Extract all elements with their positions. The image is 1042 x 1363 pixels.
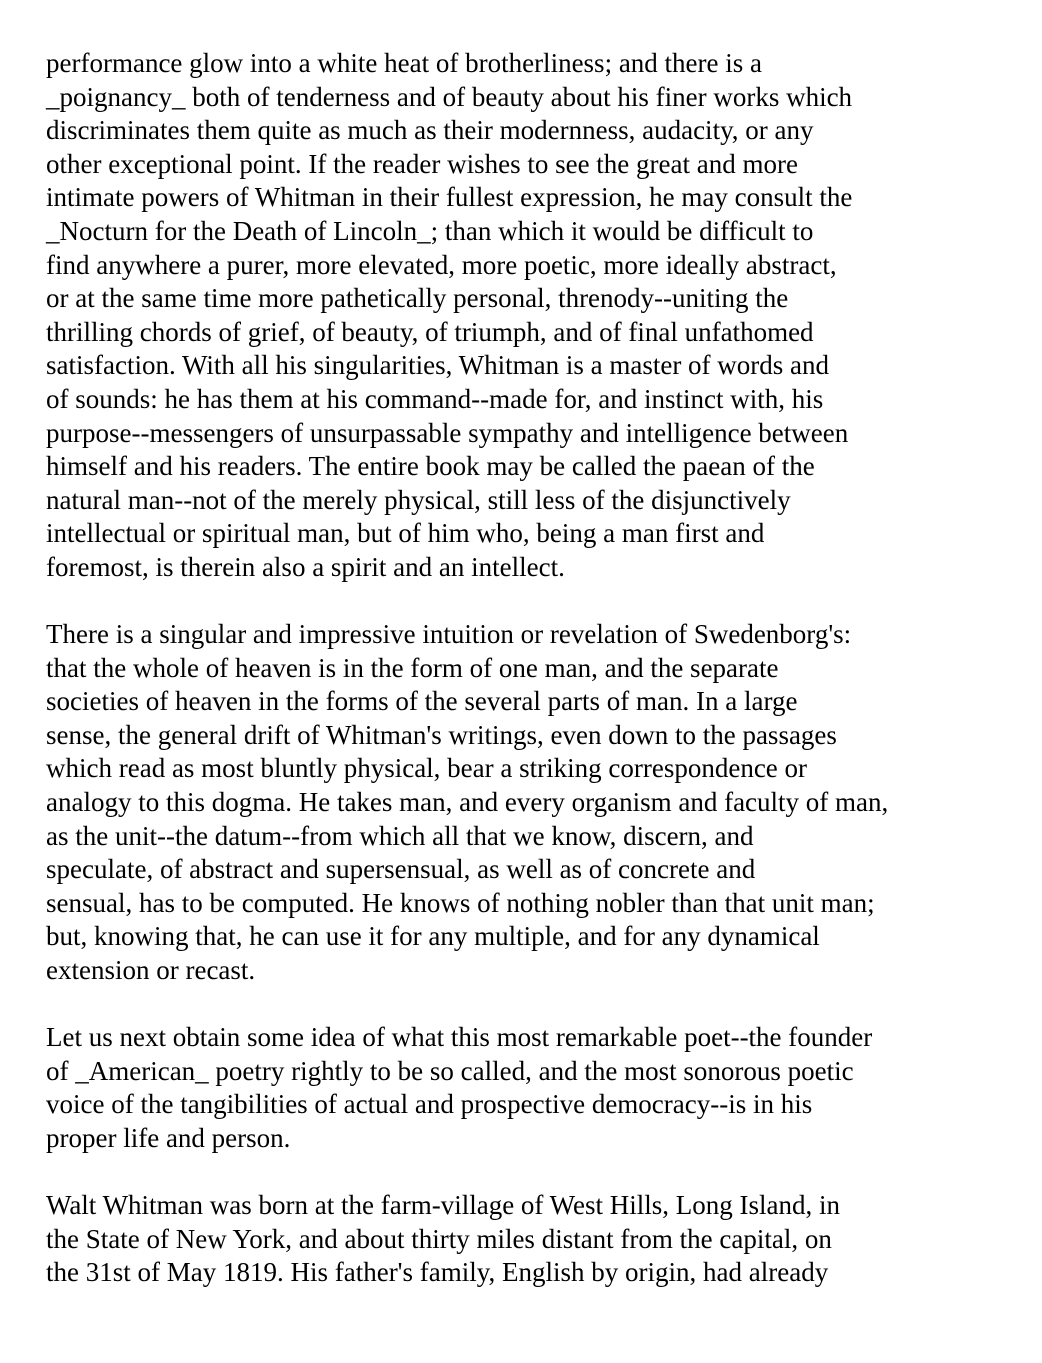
text-line: _Nocturn for the Death of Lincoln_; than which it would be difficult to — [46, 215, 814, 246]
text-line: or at the same time more pathetically personal, threnody--uniting the — [46, 283, 789, 314]
text-line: purpose--messengers of unsurpassable sympathy and intelligence between — [46, 417, 849, 448]
paragraph-1 — [46, 47, 1026, 585]
text-line: intellectual or spiritual man, but of him who, being a man first and — [46, 518, 765, 549]
text-line: natural man--not of the merely physical, still less of the disjunctively — [46, 484, 791, 515]
paragraph-2 — [46, 618, 1026, 988]
text-line: proper life and person. — [46, 1123, 291, 1153]
text-line: which read as most bluntly physical, bear a striking correspondence or — [46, 753, 808, 784]
text-line: foremost, is therein also a spirit and an intellect. — [46, 551, 565, 582]
text-line: sense, the general drift of Whitman's writings, even down to the passages — [46, 719, 837, 750]
text-line: voice of the tangibilities of actual and prospective democracy--is in his — [46, 1089, 813, 1120]
text-line: analogy to this dogma. He takes man, and every organism and faculty of man, — [46, 787, 889, 818]
text-line: Walt Whitman was born at the farm-village of West Hills, Long Island, in — [46, 1190, 840, 1221]
text-line: intimate powers of Whitman in their fullest expression, he may consult the — [46, 182, 853, 213]
text-line: performance glow into a white heat of brotherliness; and there is a — [46, 48, 763, 78]
text-line: extension or recast. — [46, 955, 256, 986]
document-body — [46, 47, 1026, 1324]
text-line: of sounds: he has them at his command--made for, and instinct with, his — [46, 383, 824, 414]
text-line: _poignancy_ both of tenderness and of beauty about his finer works which — [46, 81, 853, 112]
text-line: other exceptional point. If the reader wishes to see the great and more — [46, 148, 798, 179]
text-line: the 31st of May 1819. His father's family, English by origin, had already — [46, 1257, 829, 1288]
text-line: societies of heaven in the forms of the several parts of man. In a large — [46, 686, 798, 717]
text-line: There is a singular and impressive intuition or revelation of Swedenborg's: — [46, 619, 852, 650]
text-line: satisfaction. With all his singularities, Whitman is a master of words and — [46, 350, 830, 381]
text-line: thrilling chords of grief, of beauty, of triumph, and of final unfathomed — [46, 316, 814, 347]
text-line: find anywhere a purer, more elevated, more poetic, more ideally abstract, — [46, 249, 837, 280]
text-line: discriminates them quite as much as their modernness, audacity, or any — [46, 115, 814, 146]
paragraph-4 — [46, 1189, 1026, 1290]
text-line: speculate, of abstract and supersensual, as well as of concrete and — [46, 854, 756, 885]
text-line: as the unit--the datum--from which all that we know, discern, and — [46, 820, 754, 851]
text-line: but, knowing that, he can use it for any multiple, and for any dynamical — [46, 921, 820, 952]
text-line: the State of New York, and about thirty miles distant from the capital, on — [46, 1223, 832, 1254]
text-line: himself and his readers. The entire book may be called the paean of the — [46, 451, 815, 482]
text-line: that the whole of heaven is in the form of one man, and the separate — [46, 652, 779, 683]
text-line: Let us next obtain some idea of what this most remarkable poet--the founder — [46, 1022, 873, 1053]
text-line: sensual, has to be computed. He knows of nothing nobler than that unit man; — [46, 887, 875, 918]
text-line: of _American_ poetry rightly to be so called, and the most sonorous poetic — [46, 1055, 854, 1086]
paragraph-3 — [46, 1021, 1026, 1155]
